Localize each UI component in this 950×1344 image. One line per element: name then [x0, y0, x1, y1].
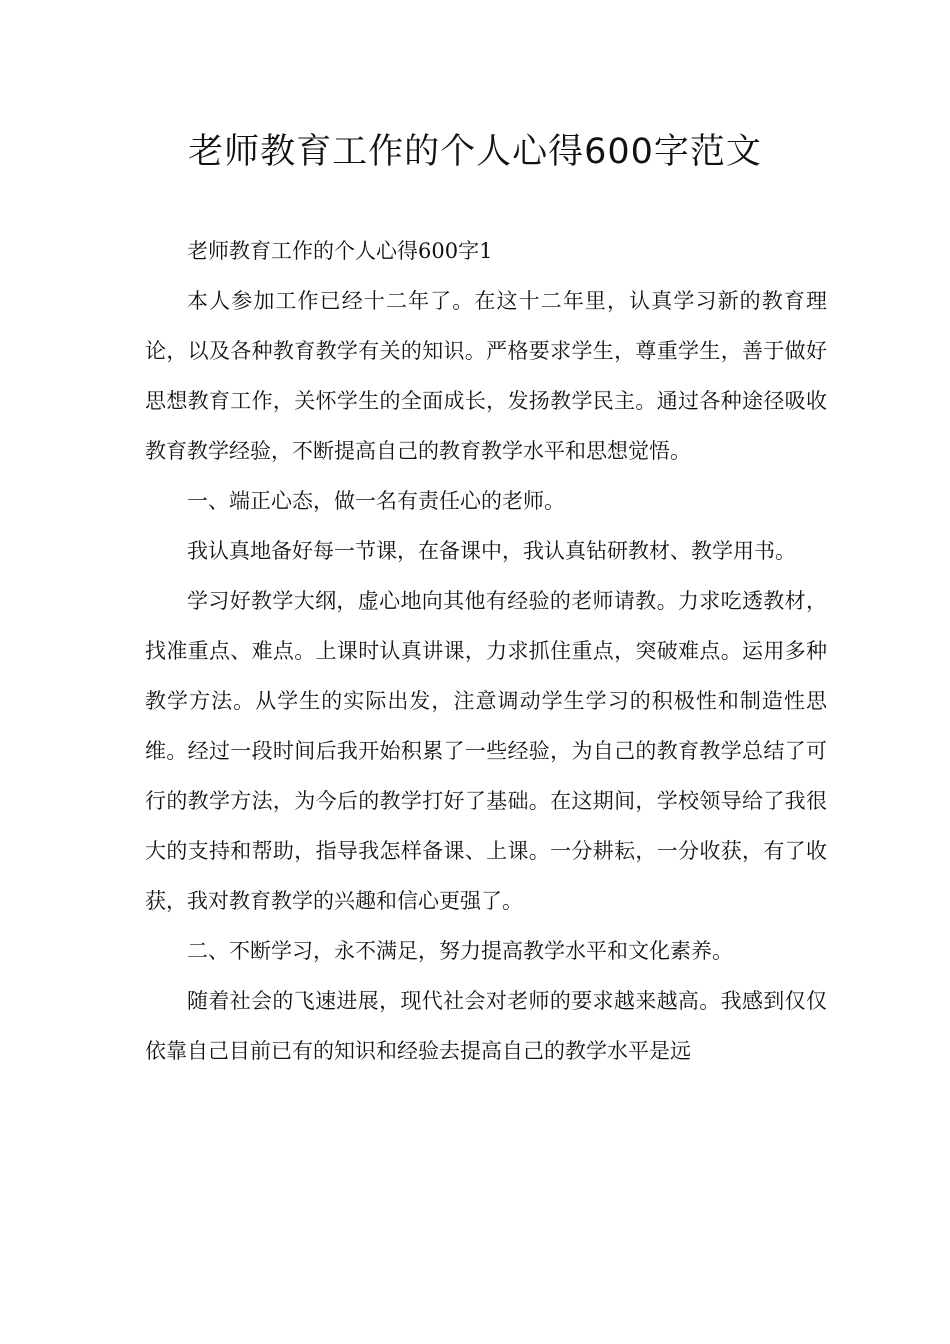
- paragraph: 本人参加工作已经十二年了。在这十二年里，认真学习新的教育理论，以及各种教育教学有关的知识。严格要求学生，尊重学生，善于做好思想教育工作，关怀学生的全面成长，发扬教学民主。通过各种途径吸收教育教学经验，不断提高自己的教育教学水平和思想觉悟。: [145, 289, 827, 463]
- paragraph: 学习好教学大纲，虚心地向其他有经验的老师请教。力求吃透教材，找准重点、难点。上课时认真讲课，力求抓住重点，突破难点。运用多种教学方法。从学生的实际出发，注意调动学生学习的积极性和制造性思维。经过一段时间后我开始积累了一些经验，为自己的教育教学总结了可行的教学方法，为今后的教学打好了基础。在这期间，学校领导给了我很大的支持和帮助，指导我怎样备课、上课。一分耕耘，一分收获，有了收获，我对教育教学的兴趣和信心更强了。: [145, 589, 827, 913]
- section-heading: 一、端正心态，做一名有责任心的老师。: [187, 489, 565, 513]
- paragraph: 我认真地备好每一节课，在备课中，我认真钻研教材、教学用书。: [187, 539, 796, 563]
- section-heading: 老师教育工作的个人心得600字1: [187, 239, 493, 263]
- section-heading: 二、不断学习，永不满足，努力提高教学水平和文化素养。: [187, 939, 733, 963]
- document-title: 老师教育工作的个人心得600字范文: [188, 132, 762, 172]
- paragraph: 随着社会的飞速进展，现代社会对老师的要求越来越高。我感到仅仅依靠自己目前已有的知识和经验去提高自己的教学水平是远: [145, 989, 827, 1063]
- document-body: [145, 226, 827, 1076]
